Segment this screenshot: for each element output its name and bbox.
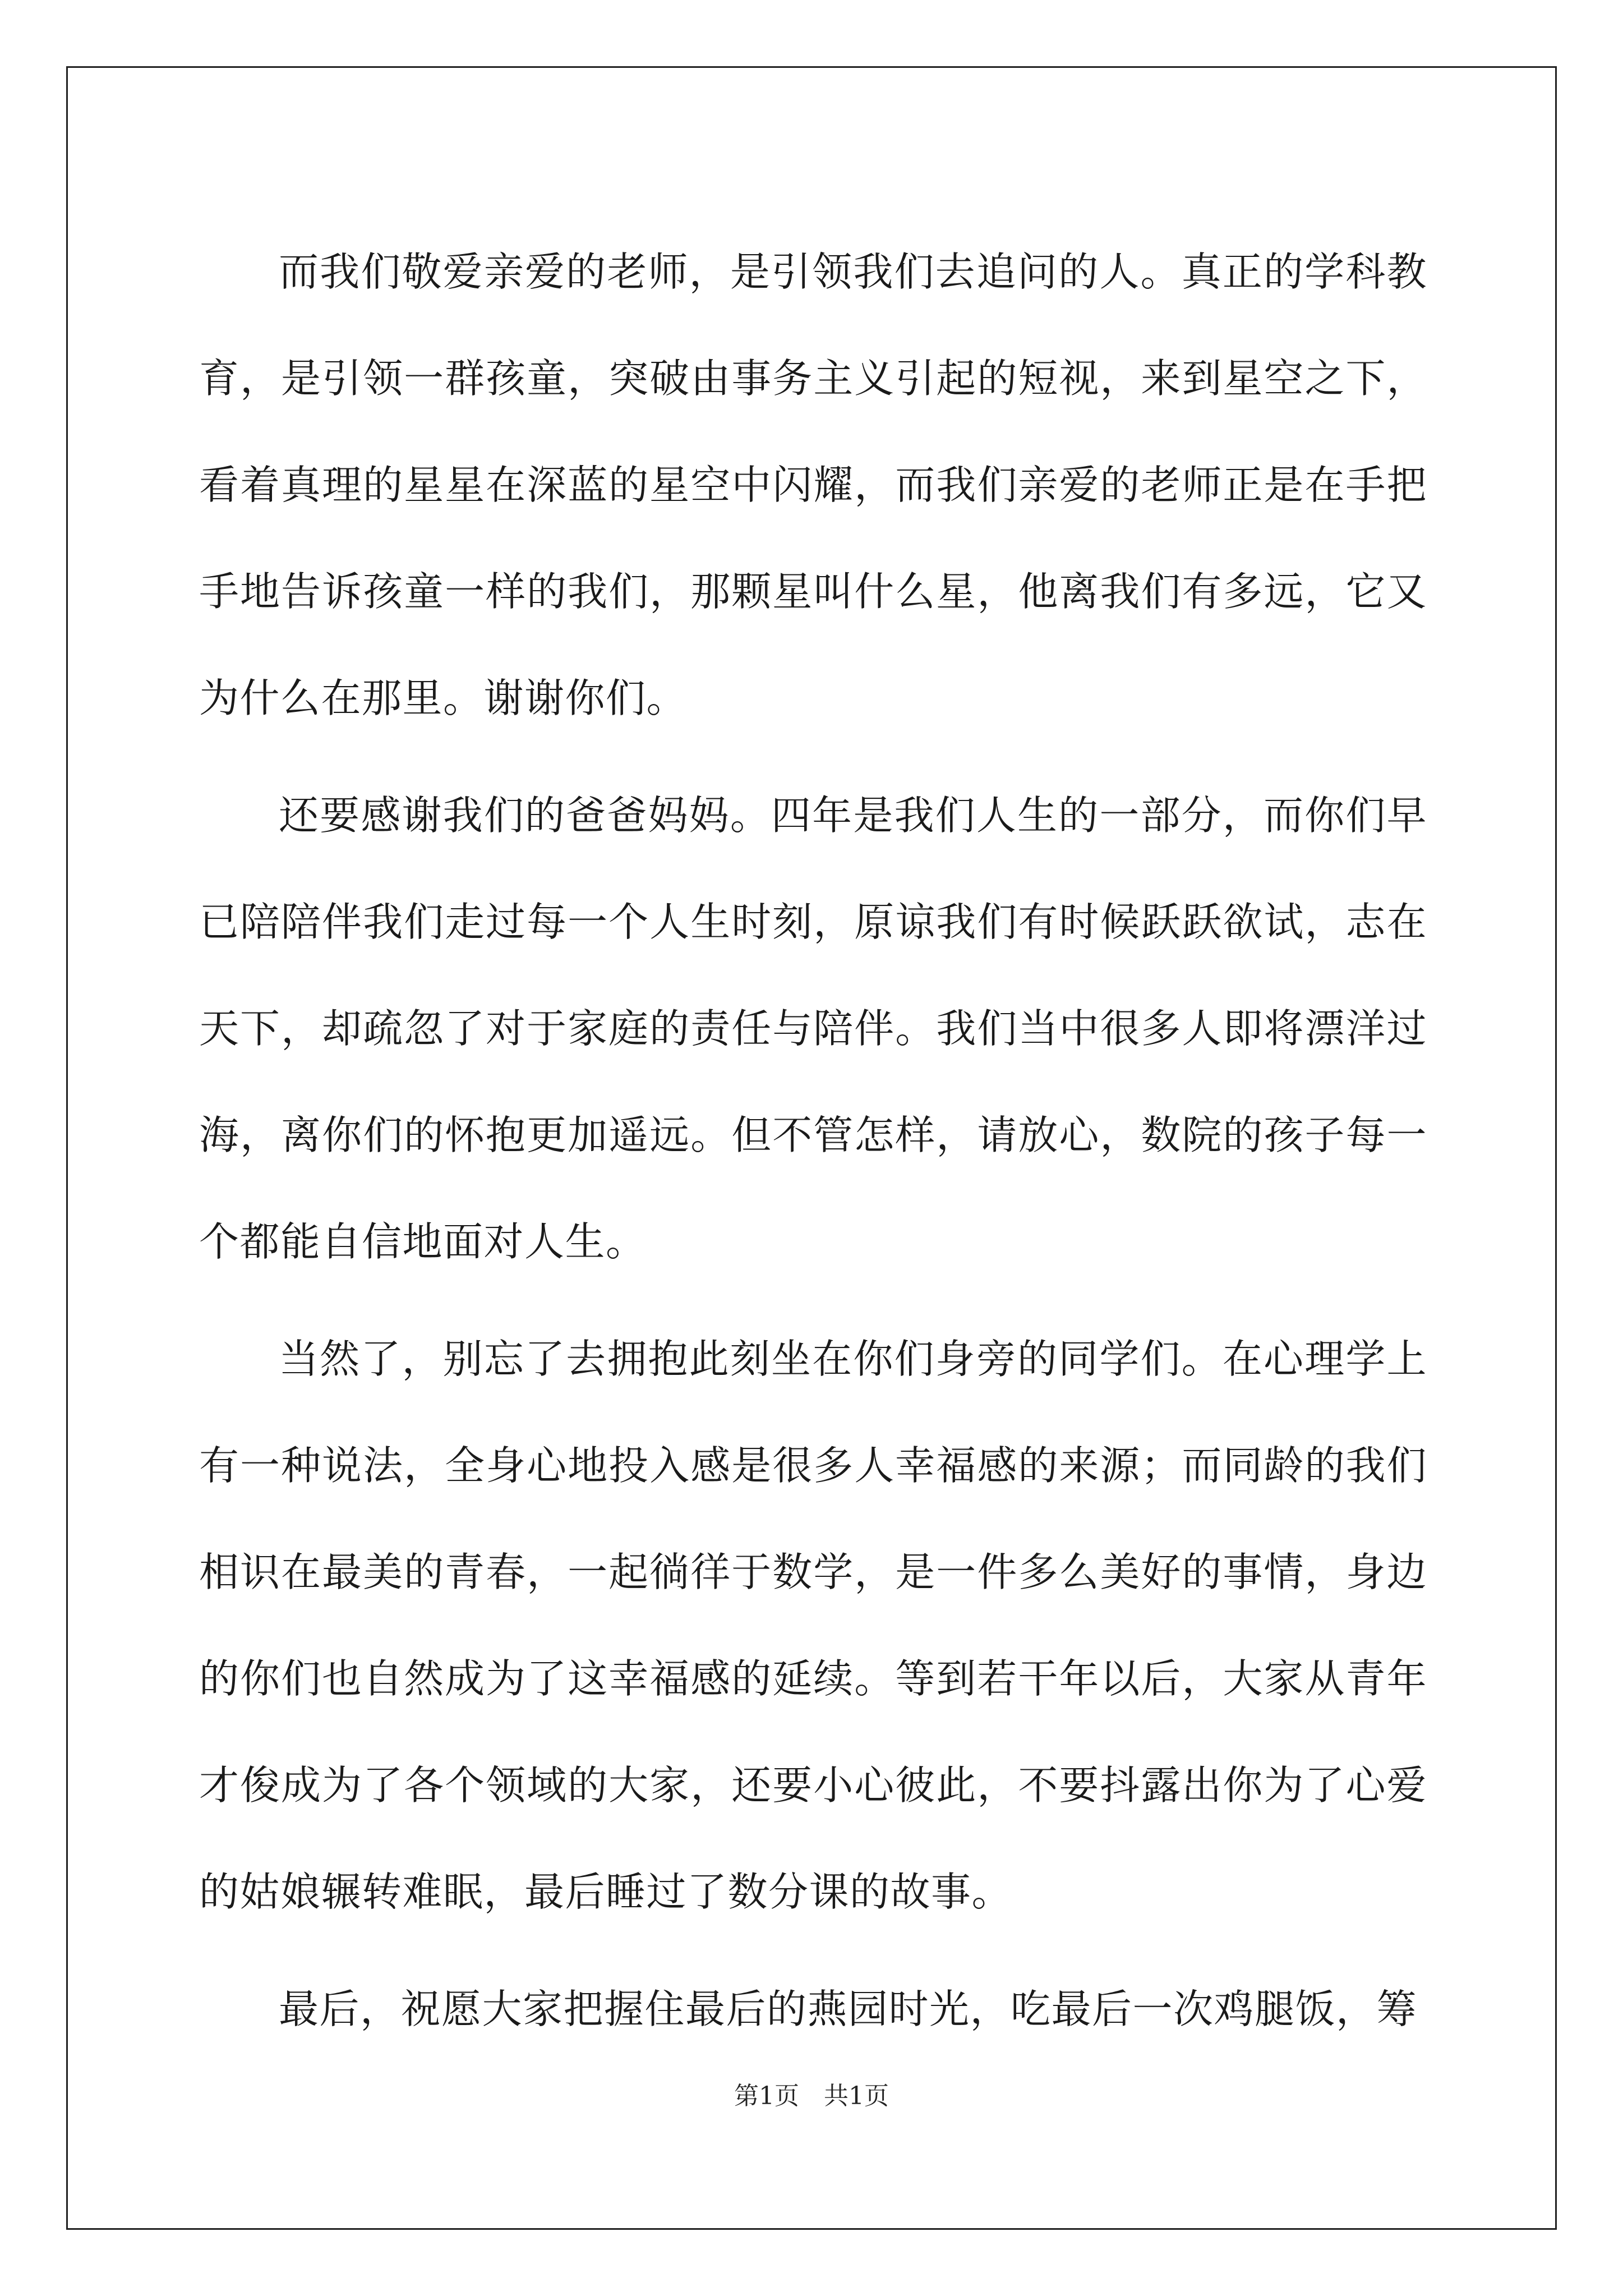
paragraph-4: 最后，祝愿大家把握住最后的燕园时光，吃最后一次鸡腿饭，筹 [279,1986,1418,2032]
paragraph-1: 而我们敬爱亲爱的老师，是引领我们去追问的人。真正的学科教育，是引领一群孩童，突破由事务主义引起的短视，来到星空之下，看着真理的星星在深蓝的星空中闪耀，而我们亲爱的老师正是在手把手地告诉孩童一样的我们，那颗星叫什么星，他离我们有多远，它又为什么在那里。谢谢你们。 [199,249,1427,721]
paragraph-3: 当然了，别忘了去拥抱此刻坐在你们身旁的同学们。在心理学上有一种说法，全身心地投入感是很多人幸福感的来源；而同龄的我们相识在最美的青春，一起徜徉于数学，是一件多么美好的事情，身边的你们也自然成为了这幸福感的延续。等到若干年以后，大家从青年才俊成为了各个领域的大家，还要小心彼此，不要抖露出你为了心爱的姑娘辗转难眠，最后睡过了数分课的故事。 [199,1336,1427,1915]
page-footer: 第1页 共1页 [734,2082,889,2110]
document-body [199,219,1427,2073]
paragraph-2: 还要感谢我们的爸爸妈妈。四年是我们人生的一部分，而你们早已陪陪伴我们走过每一个人生时刻，原谅我们有时候跃跃欲试，志在天下，却疏忽了对于家庭的责任与陪伴。我们当中很多人即将漂洋过海，离你们的怀抱更加遥远。但不管怎样，请放心，数院的孩子每一个都能自信地面对人生。 [199,792,1427,1265]
